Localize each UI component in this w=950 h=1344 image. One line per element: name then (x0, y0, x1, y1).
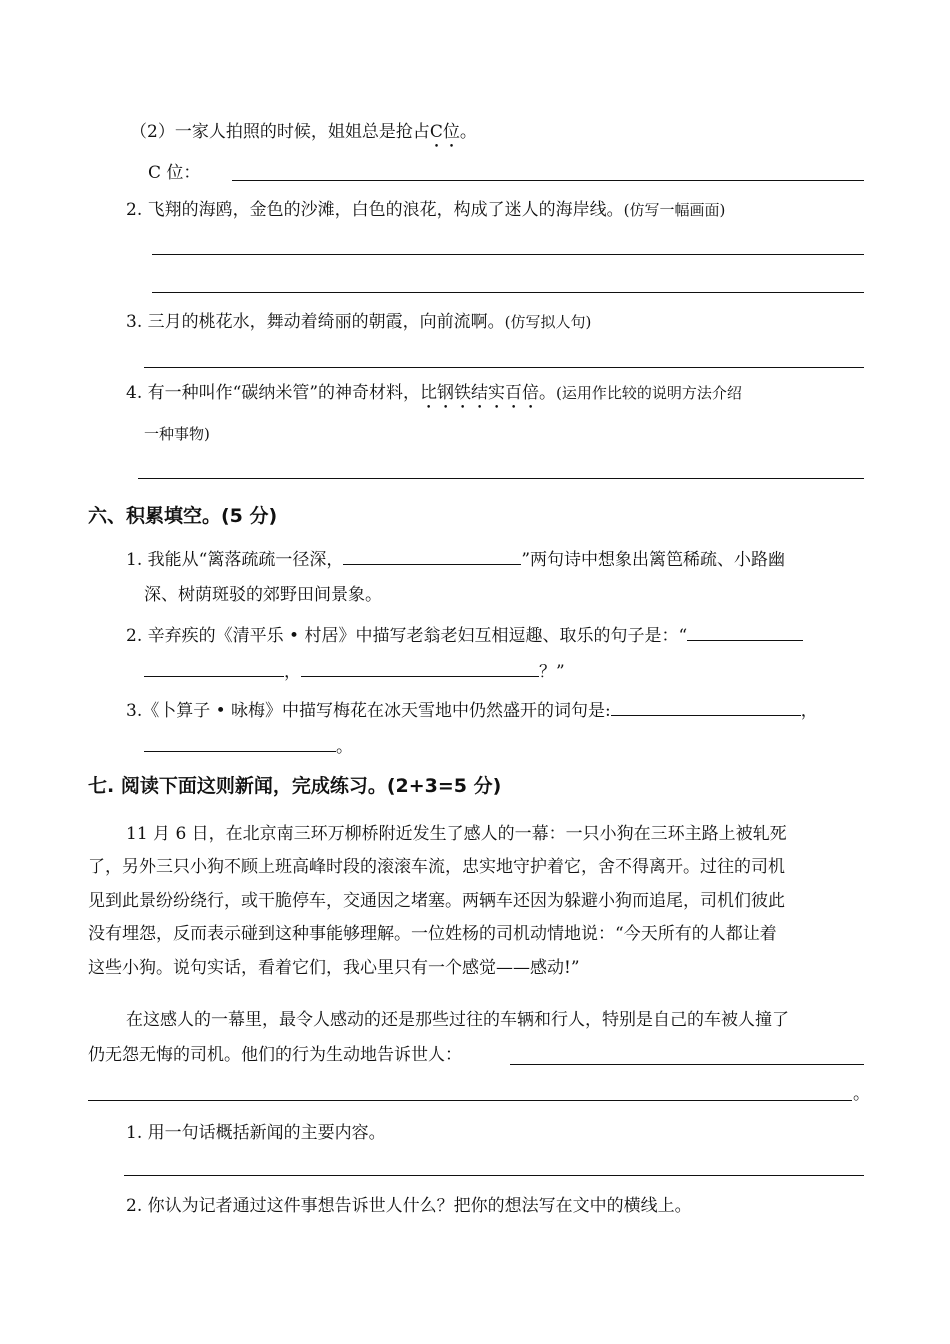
question-5-1-2 (130, 120, 477, 152)
question-text: （2）一家人拍照的时候，姐姐总是抢占 (130, 122, 430, 142)
question-7-1: 1. 用一句话概括新闻的主要内容。 (126, 1123, 386, 1143)
answer-line[interactable] (152, 254, 864, 255)
question-5-2 (126, 198, 725, 222)
news-line: 在这感人的一幕里，最令人感动的还是那些过往的车辆和行人，特别是自己的车被人撞了 (126, 1010, 789, 1030)
answer-line[interactable] (124, 1175, 864, 1176)
emphasized-term: 比钢铁结实百倍 (420, 383, 540, 403)
fill-blank[interactable] (611, 697, 801, 716)
question-5-3 (126, 310, 591, 334)
answer-line[interactable] (144, 367, 864, 368)
fill-blank[interactable] (144, 733, 336, 752)
answer-label: C 位： (148, 163, 201, 183)
fill-blank[interactable] (144, 658, 284, 677)
news-line: 这些小狗。说句实话，看着它们，我心里只有一个感觉——感动!” (88, 958, 580, 978)
question-text: 4. 有一种叫作“碳纳米管”的神奇材料， (126, 383, 421, 403)
question-6-3 (126, 697, 818, 723)
news-line: 了，另外三只小狗不顾上班高峰时段的滚滚车流，忠实地守护着它，舍不得离开。过往的司机 (88, 857, 785, 877)
news-line: 11 月 6 日，在北京南三环万柳桥附近发生了感人的一幕：一只小狗在三环主路上被轧死 (126, 824, 787, 844)
question-6-1 (126, 546, 785, 572)
answer-line[interactable] (232, 180, 864, 181)
question-text: 3. 三月的桃花水，舞动着绮丽的朝霞，向前流啊。 (126, 312, 505, 332)
question-6-1-cont: 深、树荫斑驳的郊野田间景象。 (144, 585, 382, 605)
question-text: 2. 飞翔的海鸥，金色的沙滩，白色的浪花，构成了迷人的海岸线。 (126, 200, 624, 220)
answer-line[interactable] (510, 1064, 864, 1065)
question-note-cont: 一种事物) (144, 425, 210, 443)
fill-blank[interactable] (687, 622, 803, 641)
question-text: 1. 我能从“篱落疏疏一径深， (126, 550, 344, 570)
question-text: 3.《卜算子 • 咏梅》中描写梅花在冰天雪地中仍然盛开的词句是: (126, 701, 611, 721)
question-punct: 。 (459, 122, 477, 142)
answer-line[interactable] (152, 292, 864, 293)
fill-blank[interactable] (343, 546, 521, 565)
punct: ？” (539, 662, 565, 682)
question-text-cont: ”两句诗中想象出篱笆稀疏、小路幽 (521, 550, 786, 570)
punct: 。 (853, 1084, 870, 1104)
news-line: 仍无怨无悔的司机。他们的行为生动地告诉世人： (88, 1045, 462, 1065)
news-line: 见到此景纷纷绕行，或干脆停车，交通因之堵塞。两辆车还因为躲避小狗而追尾，司机们彼此 (88, 891, 785, 911)
section-6-title: 六、积累填空。(5 分) (88, 505, 278, 527)
question-note: (仿写一幅画面) (623, 201, 726, 219)
section-7-title: 七. 阅读下面这则新闻，完成练习。(2+3=5 分) (88, 775, 502, 797)
emphasized-term: C位 (429, 122, 460, 142)
question-5-4 (126, 381, 742, 413)
question-6-2 (126, 622, 803, 648)
question-7-2: 2. 你认为记者通过这件事想告诉世人什么？把你的想法写在文中的横线上。 (126, 1196, 692, 1216)
fill-blank[interactable] (301, 658, 539, 677)
punct: ， (800, 701, 818, 721)
question-6-2-cont (144, 658, 565, 684)
question-6-3-cont (144, 733, 353, 759)
question-punct: 。 (539, 383, 557, 403)
punct: 。 (336, 737, 353, 757)
question-note: (运用作比较的说明方法介绍 (556, 384, 742, 402)
news-line: 没有埋怨，反而表示碰到这种事能够理解。一位姓杨的司机动情地说：“今天所有的人都让着 (88, 924, 777, 944)
punct: ， (284, 662, 301, 682)
answer-line[interactable] (138, 478, 864, 479)
question-note: (仿写拟人句) (504, 313, 592, 331)
answer-line[interactable] (88, 1100, 852, 1101)
question-text: 2. 辛弃疾的《清平乐 • 村居》中描写老翁老妇互相逗趣、取乐的句子是：“ (126, 626, 688, 646)
